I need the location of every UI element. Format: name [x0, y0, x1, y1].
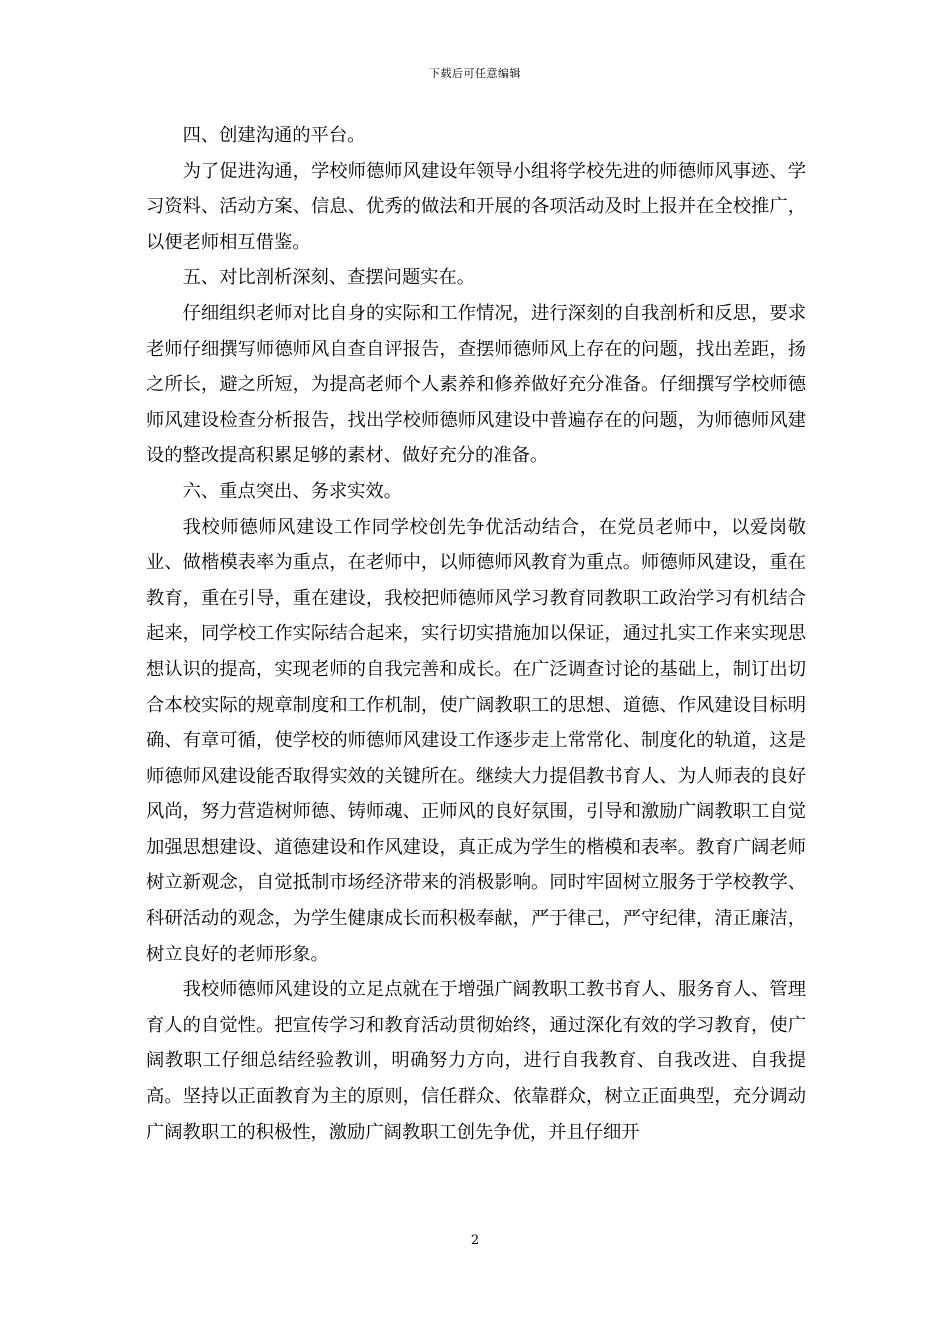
page-header: 下载后可任意编辑	[429, 67, 521, 80]
paragraph-analysis: 仔细组织老师对比自身的实际和工作情况，进行深刻的自我剖析和反思，要求老师仔细撰写师德师风自查自评报告，查摆师德师风上存在的问题，找出差距，扬之所长，避之所短，为提高老师个人素养和修养做好充分准备。仔细撰写学校师德师风建设检查分析报告，找出学校师德师风建设中普遍存在的问题，为师德师风建设的整改提高积累足够的素材、做好充分的准备。	[146, 302, 806, 467]
section-heading-four: 四、创建沟通的平台。	[182, 125, 366, 146]
paragraph-foundation: 我校师德师风建设的立足点就在于增强广阔教职工教书育人、服务育人、管理育人的自觉性。把宣传学习和教育活动贯彻始终，通过深化有效的学习教育，使广阔教职工仔细总结经验教训，明确努力方向，进行自我教育、自我改进、自我提高。坚持以正面教育为主的原则，信任群众、依靠群众，树立正面典型，充分调动广阔教职工的积极性，激励广阔教职工创先争优，并且仔细开	[146, 979, 806, 1143]
section-heading-five: 五、对比剖析深刻、查摆问题实在。	[182, 267, 476, 289]
section-heading-six: 六、重点突出、务求实效。	[182, 480, 402, 502]
page-number: 2	[470, 1233, 480, 1248]
paragraph-key-points: 我校师德师风建设工作同学校创先争优活动结合，在党员老师中，以爱岗敬业、做楷模表率为重点，在老师中，以师德师风教育为重点。师德师风建设，重在教育，重在引导，重在建设，我校把师德师风学习教育同教职工政治学习有机结合起来，同学校工作实际结合起来，实行切实措施加以保证，通过扎实工作来实现思想认识的提高，实现老师的自我完善和成长。在广泛调查讨论的基础上，制订出切合本校实际的规章制度和工作机制，使广阔教职工的思想、道德、作风建设目标明确、有章可循，使学校的师德师风建设工作逐步走上常常化、制度化的轨道，这是师德师风建设能否取得实效的关键所在。继续大力提倡教书育人、为人师表的良好风尚，努力营造树师德、铸师魂、正师风的良好氛围，引导和激励广阔教职工自觉加强思想建设、道德建设和作风建设，真正成为学生的楷模和表率。教育广阔老师树立新观念，自觉抵制市场经济带来的消极影响。同时牢固树立服务于学校教学、科研活动的观念，为学生健康成长而积极奉献，严于律己，严守纪律，清正廉洁，树立良好的老师形象。	[146, 516, 806, 965]
paragraph-communication: 为了促进沟通，学校师德师风建设年领导小组将学校先进的师德师风事迹、学习资料、活动方案、信息、优秀的做法和开展的各项活动及时上报并在全校推广，以便老师相互借鉴。	[146, 160, 806, 253]
document-body	[146, 118, 806, 1150]
